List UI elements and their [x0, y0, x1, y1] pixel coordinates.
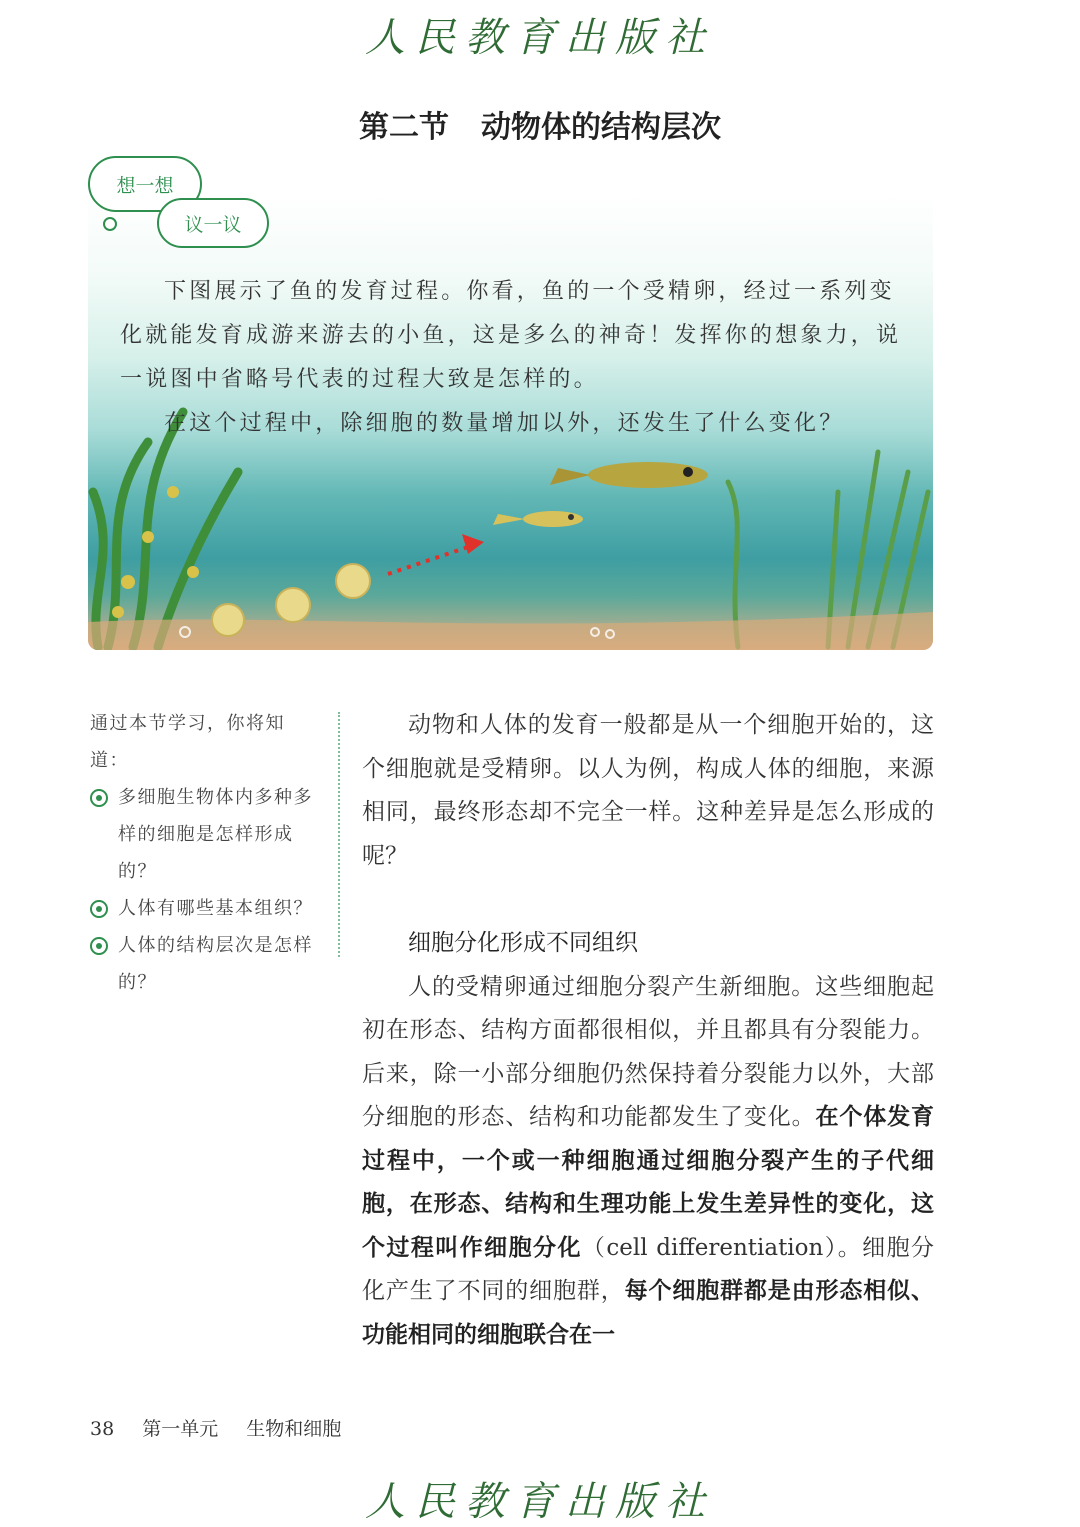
subheading: 细胞分化形成不同组织 [408, 930, 638, 956]
page-number: 38 [90, 1418, 115, 1440]
goal-item [90, 890, 322, 927]
main-paragraph-2 [362, 966, 934, 1358]
side-divider [338, 712, 340, 957]
intro-paragraph-1: 下图展示了鱼的发育过程。你看，鱼的一个受精卵，经过一系列变化就能发育成游来游去的小鱼，这是多么的神奇！发挥你的想象力，说一说图中省略号代表的过程大致是怎样的。 [120, 279, 902, 392]
term-text: （cell differentiation）。细胞分化产生了不同的细胞群， [362, 1234, 934, 1304]
section-name: 动物体的结构层次 [481, 110, 721, 145]
goal-text: 人体有哪些基本组织？ [118, 898, 313, 919]
bullet-icon [90, 900, 108, 918]
main-paragraph-1: 动物和人体的发育一般都是从一个细胞开始的，这个细胞就是受精卵。以人为例，构成人体的细胞，来源相同，最终形态却不完全一样。这种差异是怎么形成的呢？ [362, 712, 934, 869]
discuss-bubble [157, 198, 269, 248]
publisher-watermark-top: 人民教育出版社 [365, 15, 715, 61]
development-arrow [388, 534, 484, 574]
young-fish [550, 462, 708, 488]
paragraph-text: 人的受精卵通过细胞分裂产生新细胞。这些细胞起初在形态、结构方面都很相似，并且都具有分裂能力。后来，除一小部分细胞仍然保持着分裂能力以外，大部分细胞的形态、结构和功能都发生了变化。 [362, 973, 934, 1130]
intro-paragraph-2: 在这个过程中，除细胞的数量增加以外，还发生了什么变化？ [164, 411, 845, 436]
discuss-label: 议一议 [184, 213, 242, 236]
think-label: 想一想 [116, 174, 174, 197]
bullet-icon [90, 789, 108, 807]
learning-goals [90, 705, 322, 1001]
definition-text: 每个细胞群都是由形态相似、功能相同的细胞联合在一 [362, 1278, 935, 1348]
goal-item [90, 779, 322, 890]
definition-text: 在个体发育过程中，一个或一种细胞通过细胞分裂产生的子代细胞，在形态、结构和生理功能上发生差异性的变化，这个过程叫作细胞分化 [362, 1104, 935, 1261]
learning-goals-heading: 通过本节学习，你将知道： [90, 713, 285, 771]
bullet-icon [90, 937, 108, 955]
page-footer [90, 1414, 363, 1441]
section-number: 第二节 [359, 110, 449, 145]
unit-label: 第一单元 [142, 1418, 219, 1440]
unit-title: 生物和细胞 [246, 1418, 342, 1440]
goal-item [90, 927, 322, 1001]
goal-text: 多细胞生物体内多种多样的细胞是怎样形成的？ [118, 787, 313, 882]
fish-larva [493, 511, 583, 527]
publisher-watermark-bottom: 人民教育出版社 [365, 1479, 715, 1525]
bubble-dot [103, 217, 117, 231]
main-text [362, 704, 934, 1357]
intro-text [120, 270, 910, 446]
section-title [0, 102, 1080, 146]
goal-text: 人体的结构层次是怎样的？ [118, 935, 313, 993]
